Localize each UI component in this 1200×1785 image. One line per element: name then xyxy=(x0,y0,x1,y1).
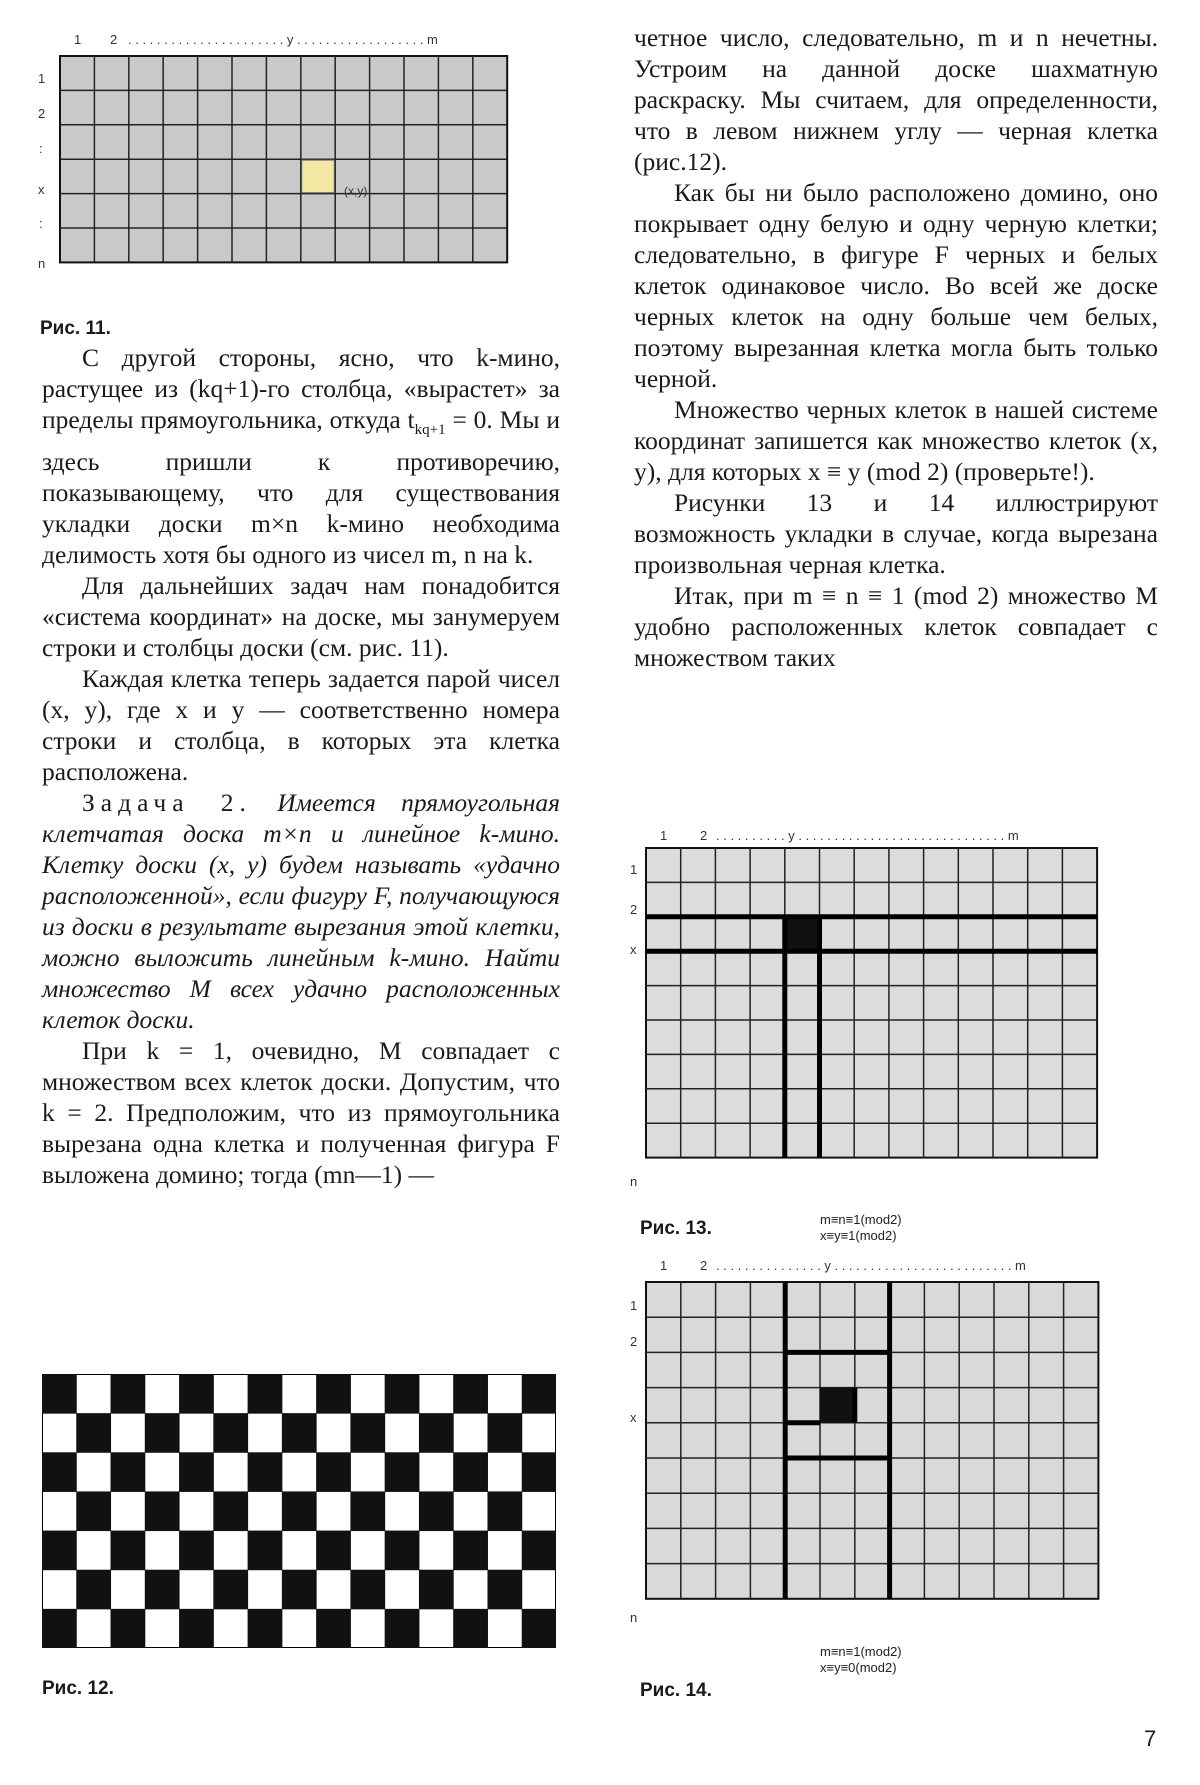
fig12-black-square xyxy=(179,1531,214,1571)
fig11-grid xyxy=(60,56,507,262)
right-paragraph-2: Как бы ни было расположено домино, оно покрывает одну белую и одну черную клетки; следовательно, в фигуре F черных и белых клеток одинаковое число. Во всей же доске черных клеток на одну больше чем белых, поэтому вырезанная клетка могла быть только черной. xyxy=(634,178,1158,393)
right-paragraph-4: Рисунки 13 и 14 иллюстрируют возможность укладки в случае, когда вырезана произвольная черная клетка. xyxy=(634,488,1158,579)
fig12-black-square xyxy=(522,1374,556,1414)
figure-12 xyxy=(42,1374,556,1648)
fig14-axis-x-dots: . . . . . . . . . . . . . . . y . . . . . . . . . . . . . . . . . . . . . . . . . m xyxy=(716,1258,1026,1273)
fig12-black-square xyxy=(522,1609,556,1648)
fig12-black-square xyxy=(385,1374,420,1414)
right-paragraph-5: Итак, при m ≡ n ≡ 1 (mod 2) множество M удобно расположенных клеток совпадает с множеством таких xyxy=(634,581,1158,672)
fig14-axis-y-n: n xyxy=(630,1610,638,1625)
fig13-axis-x-2: 2 xyxy=(700,828,708,843)
fig12-black-square xyxy=(419,1491,454,1531)
task-2 xyxy=(42,787,560,1035)
fig12-black-square xyxy=(42,1374,77,1414)
fig13-axis-y-x: x xyxy=(630,942,637,957)
fig13-axis-y-1: 1 xyxy=(630,862,638,877)
fig12-black-square xyxy=(248,1452,283,1492)
fig11-axis-y-n: n xyxy=(38,256,46,271)
fig12-black-square xyxy=(385,1452,420,1492)
right-paragraph-3: Множество черных клеток в нашей системе координат запишется как множество клеток (x, y), для которых x ≡ y (mod 2) (проверьте!). xyxy=(634,395,1158,486)
task-text: Имеется прямоугольная клетчатая доска m×n и линейное k-мино. Клетку доски (x, y) будем называть «удачно расположенной», если фигуру F, получающуюся из доски в результате вырезания этой клетки, можно выложить линейным k-мино. Найти множество M всех удачно расположенных клеток доски. xyxy=(42,788,560,1035)
fig14-caption: Рис. 14. xyxy=(640,1680,712,1701)
fig11-axis-x-1: 1 xyxy=(74,32,82,47)
task-label: Задача 2. xyxy=(82,788,252,818)
fig12-black-square xyxy=(76,1570,111,1610)
fig13-axis-x-dots: . . . . . . . . . . y . . . . . . . . . . . . . . . . . . . . . . . . . . . . . m xyxy=(716,828,1019,843)
fig12-black-square xyxy=(316,1531,351,1571)
fig12-black-square xyxy=(76,1413,111,1453)
fig12-black-square xyxy=(179,1374,214,1414)
fig11-axis-y-1: 1 xyxy=(38,71,46,86)
fig11-caption: Рис. 11. xyxy=(40,318,111,339)
fig12-black-square xyxy=(350,1413,385,1453)
fig12-black-square xyxy=(248,1531,283,1571)
fig12-black-square xyxy=(487,1570,522,1610)
fig14-condition xyxy=(820,1644,902,1676)
fig12-black-square xyxy=(282,1570,317,1610)
fig12-black-square xyxy=(111,1452,146,1492)
fig13-axis-y-n: n xyxy=(630,1174,638,1189)
fig14-grid xyxy=(646,1282,1098,1599)
left-paragraph-3: Каждая клетка теперь задается парой чисел (x, y), где x и y — соответственно номера строки и столбца, в которых эта клетка расположена. xyxy=(42,664,560,787)
fig12-black-square xyxy=(42,1531,77,1571)
fig12-black-square xyxy=(42,1609,77,1648)
fig14-removed-cell xyxy=(820,1388,855,1423)
figure-11 xyxy=(30,28,580,290)
fig12-black-square xyxy=(248,1374,283,1414)
fig12-black-square xyxy=(145,1413,180,1453)
fig12-black-square xyxy=(385,1531,420,1571)
right-column xyxy=(634,22,1158,673)
fig11-axis-y-dots: : xyxy=(39,141,43,156)
fig12-black-square xyxy=(487,1491,522,1531)
fig12-black-square xyxy=(453,1609,488,1648)
fig11-cell-label: (x,y) xyxy=(344,184,368,198)
fig12-black-square xyxy=(350,1570,385,1610)
fig12-black-square xyxy=(316,1452,351,1492)
fig12-black-square xyxy=(419,1570,454,1610)
left-column xyxy=(42,342,560,1190)
fig12-black-square xyxy=(213,1413,248,1453)
fig12-black-square xyxy=(522,1452,556,1492)
fig13-grid xyxy=(646,848,1097,1158)
fig12-black-square xyxy=(316,1374,351,1414)
fig12-black-square xyxy=(453,1452,488,1492)
fig12-black-square xyxy=(385,1609,420,1648)
fig14-condition-1: m≡n≡1(mod2) xyxy=(820,1644,902,1659)
fig12-black-square xyxy=(179,1452,214,1492)
fig11-axis-x-dots: . . . . . . . . . . . . . . . . . . . . . . y . . . . . . . . . . . . . . . . . . m xyxy=(128,32,438,47)
fig14-axis-x-2: 2 xyxy=(700,1258,708,1273)
fig12-black-square xyxy=(179,1609,214,1648)
fig12-black-square xyxy=(419,1413,454,1453)
fig14-axis-y-2: 2 xyxy=(630,1334,638,1349)
fig12-black-square xyxy=(213,1570,248,1610)
fig12-black-square xyxy=(453,1374,488,1414)
fig12-black-square xyxy=(316,1609,351,1648)
fig12-black-square xyxy=(145,1570,180,1610)
fig13-axis-x-1: 1 xyxy=(660,828,668,843)
fig14-axis-y-x: x xyxy=(630,1410,637,1425)
page-number: 7 xyxy=(1144,1726,1157,1751)
fig12-black-square xyxy=(282,1491,317,1531)
fig11-axis-y-2: 2 xyxy=(38,106,46,121)
left-paragraph-4: При k = 1, очевидно, M совпадает с множеством всех клеток доски. Допустим, что k = 2. Предположим, что из прямоугольника вырезана одна клетка и полученная фигура F выложена домино; тогда (mn—1) — xyxy=(42,1036,560,1190)
figure-13 xyxy=(620,822,1172,1208)
fig12-black-square xyxy=(42,1452,77,1492)
right-paragraph-1: четное число, следовательно, m и n нечетны. Устроим на данной доске шахматную раскраску. Мы считаем, для определенности, что в левом нижнем углу — черная клетка (рис.12). xyxy=(634,23,1158,176)
fig13-grid-frame xyxy=(646,848,1097,1158)
fig12-black-square xyxy=(282,1413,317,1453)
fig14-axis-y-1: 1 xyxy=(630,1298,638,1313)
fig11-axis-x-2: 2 xyxy=(110,32,118,47)
fig12-black-square xyxy=(213,1491,248,1531)
fig11-highlight-cell xyxy=(302,160,334,192)
fig12-black-square xyxy=(111,1609,146,1648)
fig12-black-square xyxy=(350,1491,385,1531)
figure-14 xyxy=(620,1252,1172,1640)
fig12-black-square xyxy=(522,1531,556,1571)
left-paragraph-1: С другой стороны, ясно, что k-мино, растущее из (kq+1)-го столбца, «вырастет» за пределы прямоугольника, откуда $t_{kq+1} = 0$. Мы и здесь пришли к противоречию, показывающему, что для существования укладки доски m×n k-мино необходима делимость хотя бы одного из чисел m, n на k. xyxy=(42,343,560,570)
fig12-black-square xyxy=(111,1374,146,1414)
fig13-removed-cell xyxy=(785,917,820,951)
fig13-caption: Рис. 13. xyxy=(640,1218,712,1239)
fig12-black-square xyxy=(76,1491,111,1531)
left-paragraph-2: Для дальнейших задач нам понадобится «система координат» на доске, мы занумеруем строки и столбцы доски (см. рис. 11). xyxy=(42,571,560,663)
fig14-condition-2: x≡y≡0(mod2) xyxy=(820,1660,897,1675)
fig12-black-square xyxy=(111,1531,146,1571)
fig13-condition-1: m≡n≡1(mod2) xyxy=(820,1212,902,1227)
fig12-caption: Рис. 12. xyxy=(42,1678,114,1699)
fig13-condition-2: x≡y≡1(mod2) xyxy=(820,1228,897,1243)
fig11-axis-y-x: x xyxy=(38,182,45,197)
fig13-axis-y-2: 2 xyxy=(630,902,638,917)
fig14-axis-x-1: 1 xyxy=(660,1258,668,1273)
fig11-axis-y-dots2: : xyxy=(39,216,43,231)
fig12-black-square xyxy=(487,1413,522,1453)
fig13-condition xyxy=(820,1212,902,1244)
fig12-black-square xyxy=(145,1491,180,1531)
fig12-black-square xyxy=(453,1531,488,1571)
fig14-grid-frame xyxy=(646,1282,1098,1599)
fig12-black-square xyxy=(248,1609,283,1648)
